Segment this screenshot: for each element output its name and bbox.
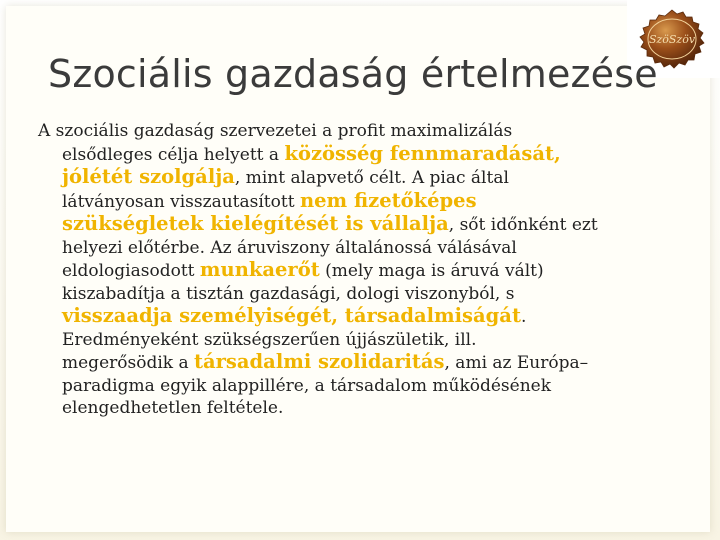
text-line: megerősödik a társadalmi szolidaritás, ami az Európa– [62, 350, 589, 373]
logo-text: SzöSzöv [648, 33, 696, 46]
text-line: látványosan visszautasított nem fizetőképes [62, 188, 477, 212]
text-line: elsődleges célja helyett a közösség fennmaradását, [62, 141, 561, 165]
text-line: eldologiasodott munkaerőt (mely maga is áruvá vált) [62, 258, 544, 281]
highlight-text: nem fizetőképes [299, 188, 477, 212]
body-paragraph [38, 120, 678, 420]
text-line: A szociális gazdaság szervezetei a profit maximalizálás [38, 121, 513, 141]
slide-title: Szociális gazdaság értelmezése [48, 52, 658, 96]
text-line: jólétét szolgálja, mint alapvető célt. A piac által [62, 165, 509, 188]
highlight-text: jólétét szolgálja [62, 165, 235, 188]
text-line: visszaadja személyiségét, társadalmiságát. [62, 304, 527, 327]
text-line: elengedhetetlen feltétele. [62, 398, 284, 418]
text-line: szükségletek kielégítését is vállalja, sőt időnként ezt [62, 212, 598, 235]
highlight-text: munkaerőt [199, 258, 320, 281]
highlight-text: társadalmi szolidaritás [194, 350, 445, 373]
highlight-text: közösség fennmaradását, [284, 141, 561, 165]
highlight-text: visszaadja személyiségét, társadalmiságát [62, 304, 521, 327]
text-line: Eredményeként szükségszerűen újjászületik, ill. [62, 329, 477, 350]
text-line: kiszabadítja a tisztán gazdasági, dologi viszonyból, s [62, 283, 515, 304]
highlight-text: szükségletek kielégítését is vállalja [62, 212, 449, 235]
text-line: helyezi előtérbe. Az áruviszony általánossá válásával [62, 237, 517, 258]
text-line: paradigma egyik alappillére, a társadalom működésének [62, 375, 552, 396]
